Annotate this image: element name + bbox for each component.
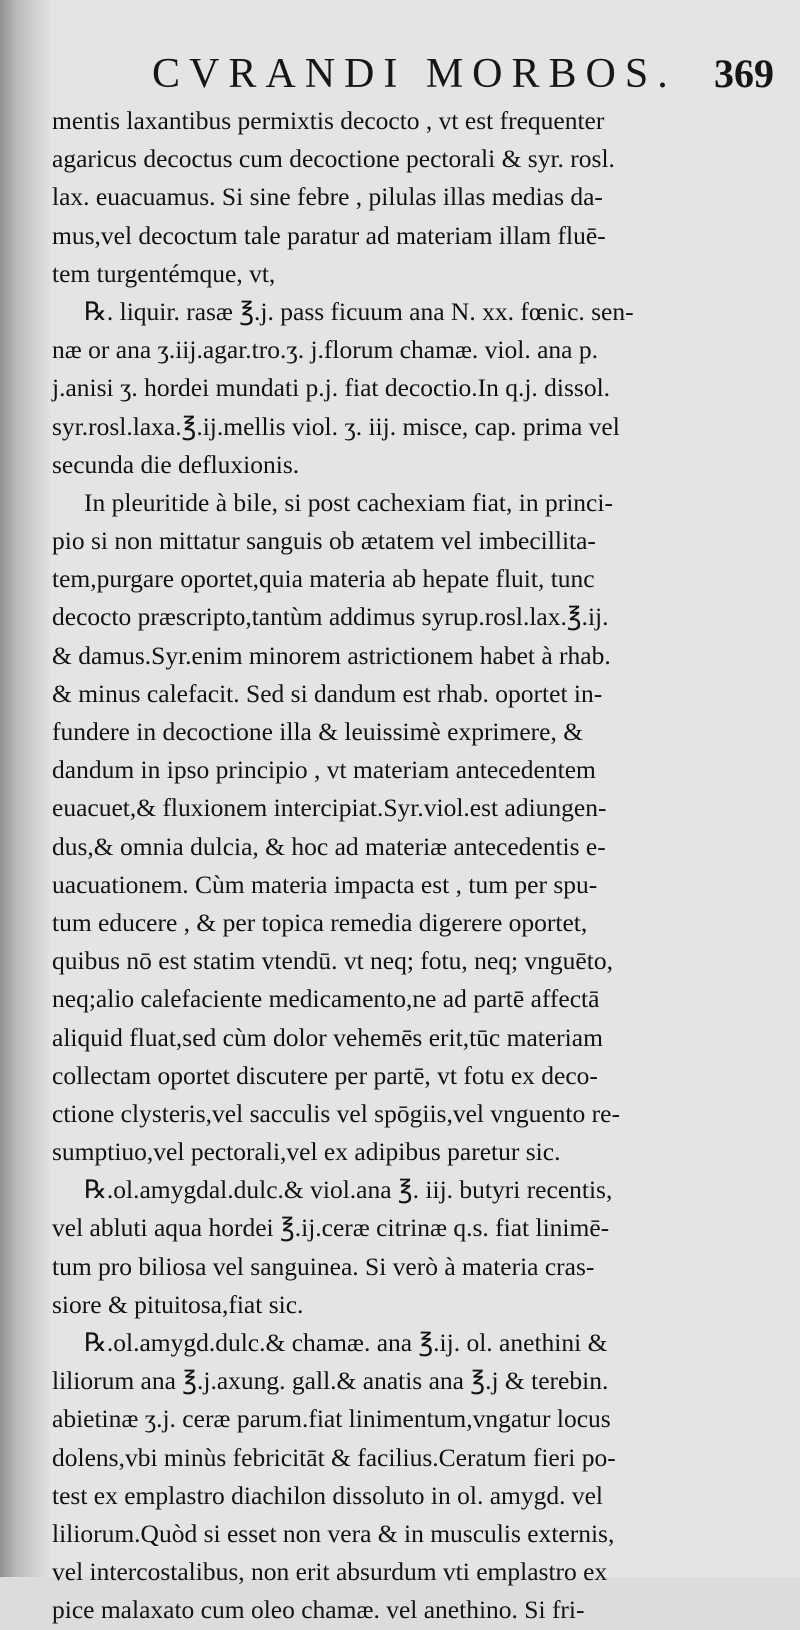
text-line: syr.rosl.laxa.℥.ij.mellis viol. ʒ. iij. misce, cap. prima vel	[52, 411, 620, 441]
text-line: collectam oportet discutere per partē, vt fotu ex deco-	[52, 1060, 598, 1090]
text-line: fundere in decoctione illa & leuissimè exprimere, &	[52, 717, 584, 746]
text-line: liliorum ana ℥.j.axung. gall.& anatis ana ℥.j & terebin.	[52, 1366, 609, 1396]
text-line: ctione clysteris,vel sacculis vel spōgiis,vel vnguento re-	[52, 1098, 620, 1128]
text-line: pio si non mittatur sanguis ob ætatem vel imbecillita-	[52, 526, 596, 556]
text-line: tum pro biliosa vel sanguinea. Si verò à materia cras-	[52, 1251, 595, 1281]
text-line: & damus.Syr.enim minorem astrictionem habet à rhab.	[52, 640, 611, 670]
text-line: sumptiuo,vel pectorali,vel ex adipibus paretur sic.	[52, 1137, 561, 1167]
text-line: tum educere , & per topica remedia digerere oportet,	[52, 907, 588, 937]
text-line: uacuationem. Cùm materia impacta est , tum per spu-	[52, 869, 598, 899]
text-line: euacuet,& fluxionem intercipiat.Syr.viol.est adiungen-	[52, 793, 607, 823]
text-line: neq;alio calefaciente medicamento,ne ad partē affectā	[52, 984, 600, 1014]
text-line: lax. euacuamus. Si sine febre , pilulas illas medias da-	[52, 182, 603, 212]
text-line: secunda die defluxionis.	[52, 449, 300, 479]
text-line: agaricus decoctus cum decoctione pectorali & syr. rosl.	[52, 144, 615, 174]
body-text	[52, 102, 770, 1630]
text-line: ℞.ol.amygdal.dulc.& viol.ana ℥. iij. butyri recentis,	[84, 1175, 613, 1205]
text-line: test ex emplastro diachilon dissoluto in ol. amygd. vel	[52, 1480, 604, 1510]
text-line: In pleuritide à bile, si post cachexiam fiat, in princi-	[84, 487, 613, 517]
text-line: tem,purgare oportet,quia materia ab hepate fluit, tunc	[52, 564, 595, 594]
text-line: vel abluti aqua hordei ℥.ij.ceræ citrinæ q.s. fiat linimē-	[52, 1213, 610, 1243]
running-title: CVRANDI MORBOS.	[152, 51, 677, 97]
text-line: tem turgentémque, vt,	[52, 258, 276, 288]
page-header	[60, 42, 780, 102]
text-line: dus,& omnia dulcia, & hoc ad materiæ antecedentis e-	[52, 831, 606, 861]
gutter-shadow	[0, 0, 52, 1577]
text-line: liliorum.Quòd si esset non vera & in musculis externis,	[52, 1518, 615, 1548]
text-line: vel intercostalibus, non erit absurdum vti emplastro ex	[52, 1557, 608, 1587]
text-line: dolens,vbi minùs febricitāt & facilius.Ceratum fieri po-	[52, 1442, 616, 1472]
page-number: 369	[714, 51, 774, 96]
text-line: j.anisi ʒ. hordei mundati p.j. fiat decoctio.In q.j. dissol.	[52, 373, 611, 403]
text-line: dandum in ipso principio , vt materiam antecedentem	[52, 755, 596, 785]
text-line: ℞. liquir. rasæ ℥.j. pass ficuum ana N. xx. fœnic. sen-	[84, 296, 634, 326]
text-line: quibus nō est statim vtendū. vt neq; fotu, neq; vnguēto,	[52, 946, 613, 976]
text-line: aliquid fluat,sed cùm dolor vehemēs erit,tūc materiam	[52, 1022, 603, 1052]
text-line: næ or ana ʒ.iij.agar.tro.ʒ. j.florum chamæ. viol. ana p.	[52, 335, 598, 365]
text-line: siore & pituitosa,fiat sic.	[52, 1289, 304, 1319]
text-line: ℞.ol.amygd.dulc.& chamæ. ana ℥.ij. ol. anethini &	[84, 1328, 608, 1357]
text-line: decocto præscripto,tantùm addimus syrup.rosl.lax.℥.ij.	[52, 602, 609, 632]
text-line: abietinæ ʒ.j. ceræ parum.fiat linimentum,vngatur locus	[52, 1404, 611, 1434]
text-line: pice malaxato cum oleo chamæ. vel anethino. Si fri-	[52, 1595, 585, 1625]
text-line: & minus calefacit. Sed si dandum est rhab. oportet in-	[52, 678, 603, 708]
text-line: mentis laxantibus permixtis decocto , vt est frequenter	[52, 106, 605, 135]
text-line: mus,vel decoctum tale paratur ad materiam illam fluē-	[52, 220, 606, 250]
